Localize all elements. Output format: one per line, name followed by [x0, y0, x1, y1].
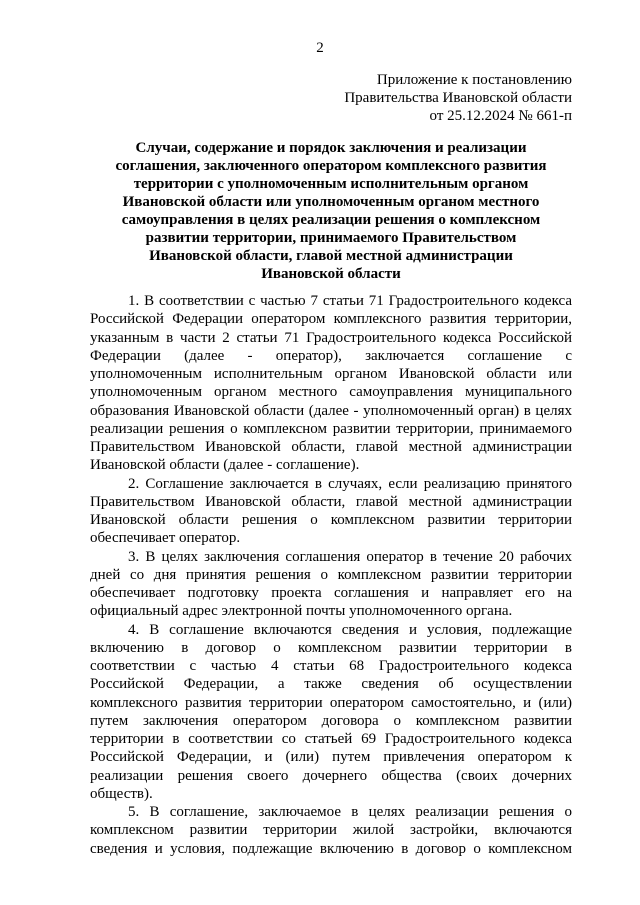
text-line: обществ).: [90, 785, 153, 802]
appendix-line: от 25.12.2024 № 661-п: [429, 108, 572, 124]
text-line: 1. В соответствии с частью 7 статьи 71 Градостроительного кодекса: [128, 293, 572, 309]
text-line: Правительством Ивановской области, главой местной администрации: [90, 493, 572, 510]
text-line: дней со дня принятия решения о комплексном развитии территории: [90, 566, 572, 583]
text-line: образования Ивановской области (далее - уполномоченный орган) в целях: [90, 402, 572, 419]
text-line: 4. В соглашение включаются сведения и условия, подлежащие: [128, 621, 572, 638]
paragraph-1: [90, 292, 572, 475]
text-line: 5. В соглашение, заключаемое в целях реализации решения о: [128, 804, 572, 820]
document-title: [90, 139, 572, 283]
text-line: 3. В целях заключения соглашения оператор в течение 20 рабочих: [128, 548, 572, 565]
text-line: обеспечивает подготовку проекта соглашения и направляет его на: [90, 585, 572, 601]
text-line: реализации решения своего дочернего общества (своих дочерних: [90, 767, 572, 784]
title-line: территории с уполномоченным исполнительным органом: [133, 176, 529, 192]
text-line: Ивановской области (далее - соглашение).: [90, 457, 360, 474]
appendix-reference: [300, 71, 572, 125]
title-line: Случаи, содержание и порядок заключения и реализации: [135, 140, 527, 156]
text-line: Российской Федерации оператором комплексного развития территории,: [90, 311, 572, 328]
text-line: Правительством Ивановской области, главой местной администрации: [90, 439, 572, 455]
text-line: сведения и условия, подлежащие включению в договор о комплексном: [90, 840, 572, 857]
text-line: уполномоченным исполнительным органом Ивановской области или: [90, 366, 572, 382]
text-line: соответствии с частью 4 статьи 68 Градостроительного кодекса: [90, 658, 572, 674]
paragraph-3: [90, 548, 572, 621]
document-body: [90, 292, 572, 858]
text-line: комплексного развития территории оператором самостоятельно, и (или): [90, 694, 572, 711]
text-line: комплексном развитии территории жилой застройки, включаются: [90, 822, 572, 839]
text-line: территории в соответствии со статьей 69 Градостроительного кодекса: [90, 731, 572, 747]
title-line: самоуправления в целях реализации решения о комплексном: [121, 212, 541, 228]
title-line: Ивановской области, главой местной администрации: [149, 248, 513, 264]
paragraph-2: [90, 475, 572, 548]
text-line: Ивановской области решения о комплексном развитии территории: [90, 512, 572, 528]
appendix-line: Правительства Ивановской области: [344, 90, 572, 106]
title-line: развитии территории, принимаемого Правительством: [145, 230, 517, 246]
appendix-line: Приложение к постановлению: [376, 72, 572, 88]
text-line: уполномоченным органом местного самоуправления муниципального: [90, 384, 572, 401]
paragraph-5: [90, 803, 572, 858]
text-line: 2. Соглашение заключается в случаях, если реализацию принятого: [128, 475, 572, 492]
title-line: Ивановской области или уполномоченным органом местного: [122, 194, 540, 210]
text-line: Российской Федерации, и (или) путем привлечения оператором к: [90, 749, 572, 766]
text-line: Федерации (далее - оператор), заключается соглашение с: [90, 347, 572, 364]
title-line: соглашения, заключенного оператором комплексного развития: [115, 158, 547, 174]
text-line: официальный адрес электронной почты уполномоченного органа.: [90, 603, 513, 620]
text-line: реализации решения о комплексном развитии территории, принимаемого: [90, 420, 572, 437]
text-line: обеспечивает оператор.: [90, 530, 241, 547]
text-line: указанным в части 2 статьи 71 Градостроительного кодекса Российской: [90, 329, 572, 346]
text-line: путем заключения оператором договора о комплексном развитии: [90, 712, 572, 729]
text-line: Российской Федерации, а также сведения об осуществлении: [90, 676, 572, 693]
paragraph-4: [90, 621, 572, 804]
page-number: 2: [316, 40, 324, 56]
text-line: включению в договор о комплексном развитии территории в: [90, 639, 572, 656]
title-line: Ивановской области: [261, 266, 401, 282]
